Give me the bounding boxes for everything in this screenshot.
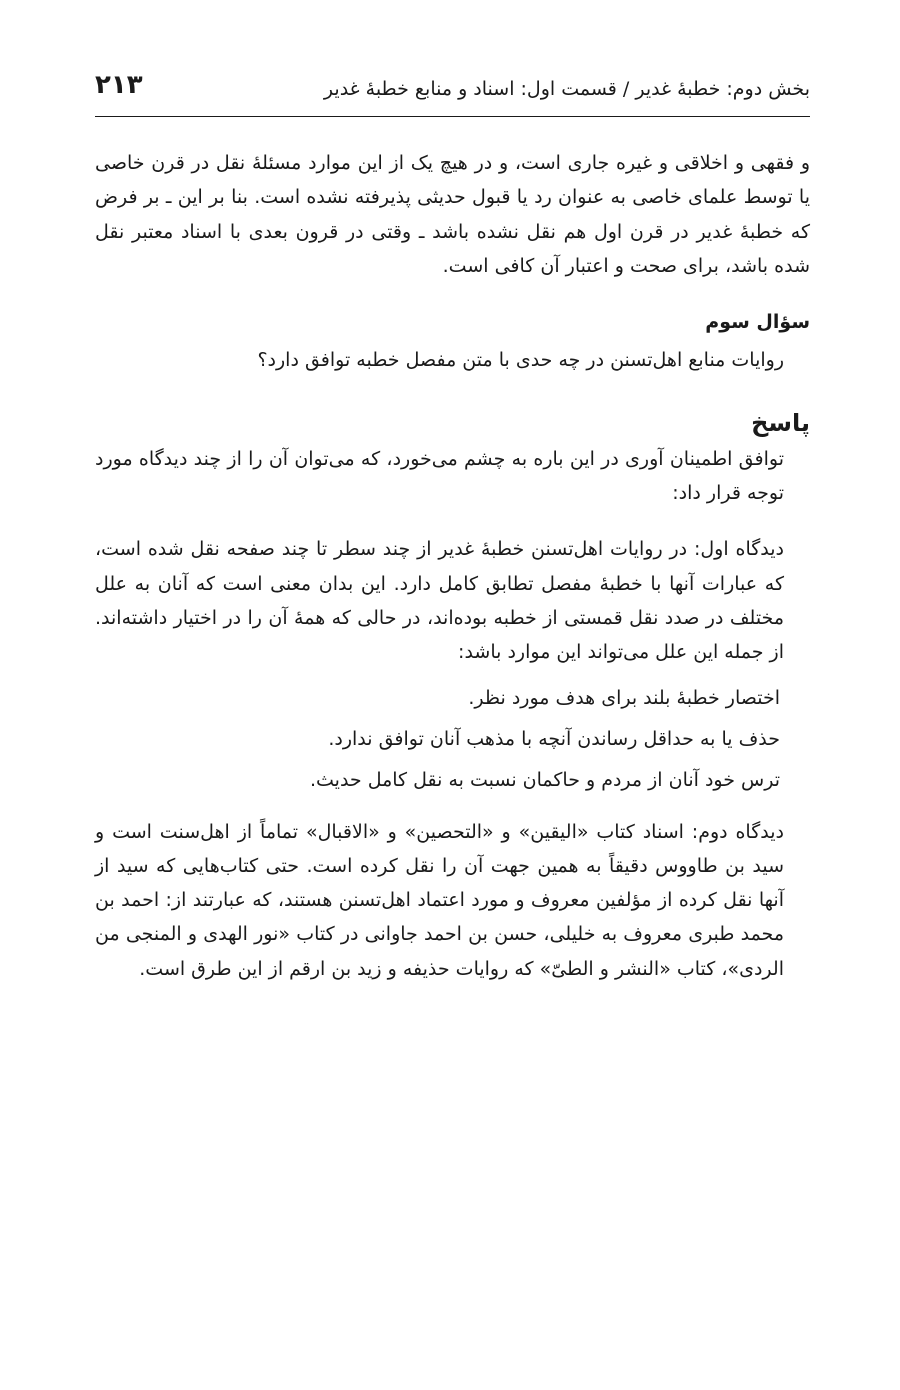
question-text: روایات منابع اهل‌تسنن در چه حدی با متن مفصل خطبه توافق دارد؟ bbox=[257, 349, 784, 372]
body-text bbox=[95, 146, 810, 986]
question-heading: سؤال سوم bbox=[705, 311, 810, 334]
view-one-paragraph: دیدگاه اول: در روایات اهل‌تسنن خطبهٔ غدیر از چند سطر تا چند صفحه نقل شده است، که عبارات آنها با خطبهٔ مفصل تطابق کامل دارد. این بدان معنی است که آنان به علل مختلف در صدد نقل قمستی از خطبه بوده‌اند، در حالی که همهٔ آن را در اختیار داشته‌اند. از جمله این علل می‌تواند این موارد باشد: bbox=[95, 538, 784, 664]
list-item: حذف یا به حداقل رساندن آنچه با مذهب آنان توافق ندارد. bbox=[328, 727, 780, 750]
running-header bbox=[95, 66, 810, 117]
page-number: ۲۱۳ bbox=[95, 70, 143, 100]
running-title: بخش دوم: خطبهٔ غدیر / قسمت اول: اسناد و منابع خطبهٔ غدیر bbox=[323, 78, 810, 100]
reasons-list bbox=[95, 678, 810, 801]
list-item: ترس خود آنان از مردم و حاکمان نسبت به نقل کامل حدیث. bbox=[309, 768, 780, 791]
answer-heading: پاسخ bbox=[751, 408, 810, 437]
list-item: اختصار خطبهٔ بلند برای هدف مورد نظر. bbox=[468, 686, 780, 709]
answer-intro: توافق اطمینان آوری در این باره به چشم می‌خورد، که می‌توان آن را از چند دیدگاه مورد توجه قرار داد: bbox=[95, 447, 784, 505]
view-two-paragraph: دیدگاه دوم: اسناد کتاب «الیقین» و «التحصین» و «الاقبال» تماماً از اهل‌سنت است و سید بن طاووس دقیقاً به همین جهت آن را نقل کرده است. حتی کتاب‌هایی که سید از آنها نقل کرده از مؤلفین معروف و مورد اعتماد اهل‌تسنن هستند، که عبارتند از: احمد بن محمد طبری معروف به خلیلی، حسن بن احمد جاوانی در کتاب «نور الهدی و المنجی من الردی»، کتاب «النشر و الطیّ» که روایات حذیفه و زید بن ارقم از این طرق است. bbox=[95, 820, 784, 980]
intro-paragraph: و فقهی و اخلاقی و غیره جاری است، و در هیچ یک از این موارد مسئلهٔ نقل در قرن خاصی یا توسط علمای خاصی به عنوان رد یا قبول حدیثی پذیرفته نشده است. بنا بر این ـ بر فرض که خطبهٔ غدیر در قرن اول هم نقل نشده باشد ـ وقتی در قرون بعدی با اسناد معتبر نقل شده باشد، برای صحت و اعتبار آن کافی است. bbox=[95, 152, 810, 277]
